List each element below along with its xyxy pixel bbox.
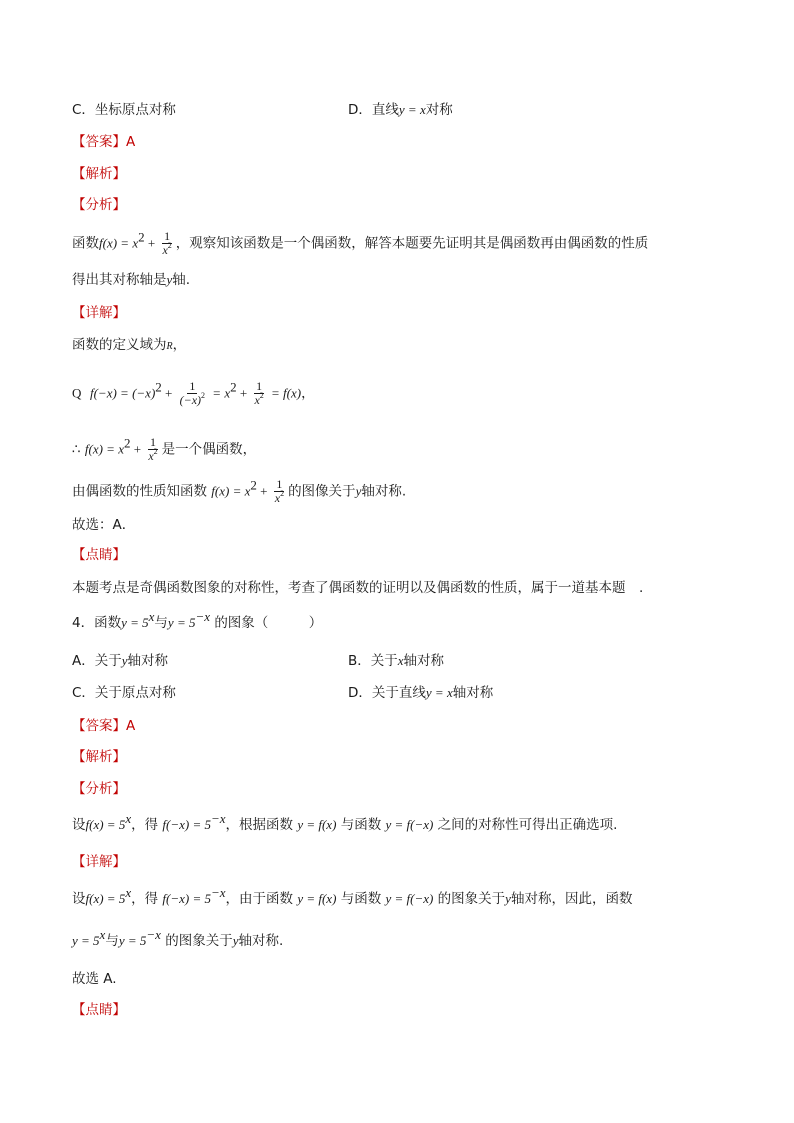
q3-review-tag: 【点睛】 (72, 547, 126, 563)
q4-choose: 故选 A. (72, 971, 117, 987)
q4-detail-line2: $y = 5^x$与$y = 5^{-x}$ 的图象关于y轴对称. (72, 927, 284, 949)
q4-stem: 4．函数$y = 5^x$与$y = 5^{-x}$ 的图象（ ） (72, 609, 323, 631)
fraction: $\frac{1}{(-x)^2}$ (179, 379, 206, 407)
q3-answer: 【答案】A (72, 134, 136, 150)
q3-fenxi-text: 函数$f(x) = x^2$ + $\frac{1}{x^2}$ ，观察知该函数是一个偶函数，解答本题要先证明其是偶函数再由偶函数的性质 (72, 229, 649, 257)
q3-domain: 函数的定义域为R， (72, 337, 187, 353)
q3-eq1: Q $f(-x) = (-x)^2$ + $\frac{1}{(-x)^2}$ = $x^2$ + $\frac{1}{x^2}$ = f(x)， (72, 379, 315, 407)
q4-detail-tag: 【详解】 (72, 854, 126, 870)
q3-fenxi-tag: 【分析】 (72, 197, 126, 213)
q3-option-c: C．坐标原点对称 (72, 102, 176, 118)
fraction: $\frac{1}{x^2}$ (254, 379, 264, 407)
fraction: $\frac{1}{x^2}$ (162, 229, 172, 257)
q3-fenxi-line2: 得出其对称轴是y轴. (72, 272, 191, 288)
fraction: $\frac{1}{x^2}$ (148, 435, 158, 463)
q4-answer: 【答案】A (72, 718, 136, 734)
q3-option-d: D．直线y = x对称 (348, 102, 453, 118)
q3-analysis-tag: 【解析】 (72, 166, 126, 182)
q4-option-a: A．关于y轴对称 (72, 653, 169, 669)
q3-eq2: ∴ $f(x) = x^2$ + $\frac{1}{x^2}$ 是一个偶函数， (72, 435, 257, 463)
fraction: $\frac{1}{x^2}$ (274, 477, 285, 505)
q4-option-d: D．关于直线y = x轴对称 (348, 685, 494, 701)
q3-review-text: 本题考点是奇偶函数图象的对称性，考查了偶函数的证明以及偶函数的性质，属于一道基本题 . (72, 580, 644, 596)
q3-conclusion: 由偶函数的性质知函数 $f(x) = x^2$ + $\frac{1}{x^2}$ 的图像关于y轴对称. (72, 477, 407, 505)
q4-detail-text: 设$f(x) = 5^x$，得 $f(-x) = 5^{-x}$，由于函数 y = f(x) 与函数 y = f(−x) 的图象关于y轴对称，因此，函数 (72, 885, 633, 907)
q4-fenxi-tag: 【分析】 (72, 781, 126, 797)
q3-choose: 故选：A． (72, 517, 136, 533)
q4-fenxi-text: 设$f(x) = 5^x$，得 $f(-x) = 5^{-x}$，根据函数 y = f(x) 与函数 y = f(−x) 之间的对称性可得出正确选项. (72, 811, 618, 833)
q4-review-tag: 【点睛】 (72, 1002, 126, 1018)
q3-detail-tag: 【详解】 (72, 305, 126, 321)
q4-option-b: B．关于x轴对称 (348, 653, 445, 669)
q4-analysis-tag: 【解析】 (72, 749, 126, 765)
q4-option-c: C．关于原点对称 (72, 685, 176, 701)
